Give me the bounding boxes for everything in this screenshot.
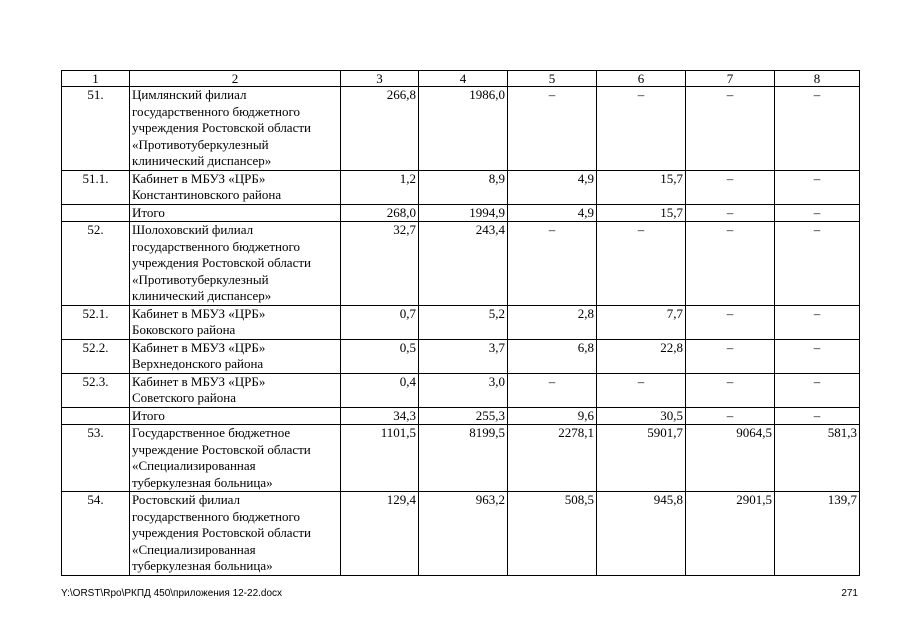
cell-c5: 4,9 [508,170,597,204]
cell-c6: 5901,7 [597,425,686,492]
cell-c8: – [775,373,860,407]
cell-c5: – [508,373,597,407]
cell-c7: – [686,204,775,222]
cell-c4: 5,2 [419,305,508,339]
cell-c4: 1994,9 [419,204,508,222]
cell-c4: 1986,0 [419,87,508,171]
cell-name: Кабинет в МБУЗ «ЦРБ» Советского района [130,373,341,407]
column-header: 3 [341,71,419,87]
cell-c7: 9064,5 [686,425,775,492]
cell-num: 51. [62,87,130,171]
cell-name: Кабинет в МБУЗ «ЦРБ» Верхнедонского района [130,339,341,373]
cell-num [62,407,130,425]
cell-c6: 15,7 [597,170,686,204]
cell-num: 53. [62,425,130,492]
table-row [62,305,860,339]
cell-c3: 268,0 [341,204,419,222]
cell-c7: – [686,407,775,425]
table-body [62,71,860,576]
cell-c8: – [775,87,860,171]
cell-name: Государственное бюджетное учреждение Ростовской области «Специализированная туберкулезная больница» [130,425,341,492]
cell-name: Итого [130,407,341,425]
cell-c3: 0,4 [341,373,419,407]
cell-name: Кабинет в МБУЗ «ЦРБ» Константиновского района [130,170,341,204]
cell-c4: 255,3 [419,407,508,425]
cell-num: 52.1. [62,305,130,339]
cell-c3: 0,7 [341,305,419,339]
column-header: 2 [130,71,341,87]
cell-c6: 22,8 [597,339,686,373]
cell-c4: 8,9 [419,170,508,204]
cell-c5: – [508,222,597,306]
column-header: 8 [775,71,860,87]
data-table [61,70,860,576]
cell-c6: 15,7 [597,204,686,222]
table-row [62,492,860,576]
cell-c3: 1101,5 [341,425,419,492]
cell-c3: 34,3 [341,407,419,425]
column-header: 1 [62,71,130,87]
cell-c4: 963,2 [419,492,508,576]
cell-c3: 266,8 [341,87,419,171]
cell-c8: – [775,204,860,222]
cell-name: Кабинет в МБУЗ «ЦРБ» Боковского района [130,305,341,339]
cell-c3: 32,7 [341,222,419,306]
cell-num [62,204,130,222]
cell-c6: – [597,222,686,306]
cell-num: 51.1. [62,170,130,204]
cell-c4: 8199,5 [419,425,508,492]
footer-page-number: 271 [841,588,858,599]
cell-c8: – [775,305,860,339]
cell-c8: – [775,339,860,373]
column-header: 4 [419,71,508,87]
cell-num: 52.3. [62,373,130,407]
cell-c8: 139,7 [775,492,860,576]
cell-num: 52. [62,222,130,306]
cell-c7: – [686,87,775,171]
header-row [62,71,860,87]
cell-c4: 243,4 [419,222,508,306]
cell-name: Цимлянский филиал государственного бюджетного учреждения Ростовской области «Противотуберкулезный клинический диспансер» [130,87,341,171]
table-row [62,87,860,171]
cell-c4: 3,0 [419,373,508,407]
cell-c8: – [775,407,860,425]
cell-name: Ростовский филиал государственного бюджетного учреждения Ростовской области «Специализированная туберкулезная больница» [130,492,341,576]
cell-name: Шолоховский филиал государственного бюджетного учреждения Ростовской области «Противотуберкулезный клинический диспансер» [130,222,341,306]
table-row [62,425,860,492]
table-row [62,170,860,204]
table-row [62,204,860,222]
column-header: 5 [508,71,597,87]
table-row [62,407,860,425]
cell-c6: 7,7 [597,305,686,339]
table-row [62,222,860,306]
cell-num: 52.2. [62,339,130,373]
cell-c4: 3,7 [419,339,508,373]
cell-c3: 0,5 [341,339,419,373]
cell-c3: 129,4 [341,492,419,576]
cell-c6: 30,5 [597,407,686,425]
cell-c7: – [686,170,775,204]
footer-file-path: Y:\ORST\Rpo\РКПД 450\приложения 12-22.docx [61,588,283,599]
cell-c6: – [597,87,686,171]
cell-c5: 4,9 [508,204,597,222]
cell-c6: – [597,373,686,407]
cell-c5: – [508,87,597,171]
cell-c7: – [686,305,775,339]
cell-c7: – [686,339,775,373]
cell-name: Итого [130,204,341,222]
cell-c8: 581,3 [775,425,860,492]
cell-c5: 2278,1 [508,425,597,492]
table-row [62,373,860,407]
column-header: 7 [686,71,775,87]
cell-c6: 945,8 [597,492,686,576]
cell-c5: 9,6 [508,407,597,425]
cell-c7: – [686,222,775,306]
cell-c7: 2901,5 [686,492,775,576]
cell-c8: – [775,222,860,306]
cell-c5: 2,8 [508,305,597,339]
cell-c5: 6,8 [508,339,597,373]
table-row [62,339,860,373]
cell-c5: 508,5 [508,492,597,576]
cell-c8: – [775,170,860,204]
cell-num: 54. [62,492,130,576]
cell-c3: 1,2 [341,170,419,204]
cell-c7: – [686,373,775,407]
column-header: 6 [597,71,686,87]
